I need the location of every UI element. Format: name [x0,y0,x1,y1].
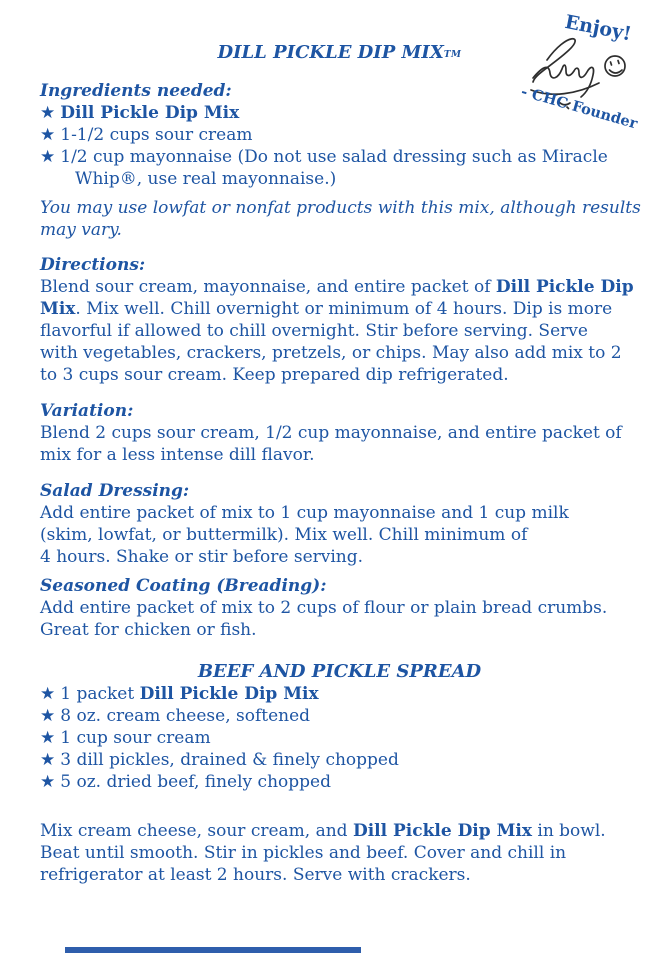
text-line [40,422,639,444]
signature-block [501,4,653,130]
text-line [40,524,639,546]
text-line [40,597,639,619]
enjoy-text: Enjoy! [563,10,634,46]
bullet-item [40,771,639,793]
text-run: Add entire packet of mix to 1 cup mayonnaise and 1 cup milk [40,503,569,523]
text-run: Blend sour cream, mayonnaise, and entire packet of [40,277,496,297]
text-line [40,197,639,219]
ingredients-heading: Ingredients needed: [40,81,232,101]
text-run: may vary. [40,220,122,240]
text-line [40,502,639,524]
star-bullet-icon: ★ [40,103,56,123]
section-variation [40,400,639,466]
text-run: to 3 cups sour cream. Keep prepared dip refrigerated. [40,365,509,385]
text-line [40,546,639,568]
text-line [40,219,639,241]
text-line [40,820,639,842]
bold-text-run: Dill Pickle Dip Mix [352,821,532,841]
signature-image [501,4,653,130]
seasoned-coating-heading: Seasoned Coating (Breading): [40,576,327,596]
text-line [40,842,639,864]
text-line [40,298,639,320]
bold-text-run: Dill Pickle Dip Mix [139,684,319,704]
text-run: 1 packet [60,684,140,704]
text-run: 1/2 cup mayonnaise (Do not use salad dressing such as Miracle [60,147,608,167]
salad-dressing-text [40,502,639,568]
founder-text: - CHC Founder [519,82,640,130]
star-bullet-icon: ★ [40,684,56,704]
star-bullet-icon: ★ [40,147,56,167]
section-salad-dressing [40,480,639,568]
text-run: Great for chicken or fish. [40,620,257,640]
variation-heading: Variation: [40,401,134,421]
star-bullet-icon: ★ [40,728,56,748]
text-run: Blend 2 cups sour cream, 1/2 cup mayonnaise, and entire packet of [40,423,622,443]
star-bullet-icon: ★ [40,772,56,792]
beef-spread-directions [40,820,639,886]
text-run: 5 oz. dried beef, finely chopped [60,772,331,792]
variation-text [40,422,639,466]
bold-text-run: Dill Pickle Dip [495,277,634,297]
footer-bar [65,947,361,953]
text-run: 4 hours. Shake or stir before serving. [40,547,364,567]
text-run: Whip®, use real mayonnaise.) [75,169,337,189]
bold-text-run: Dill Pickle Dip Mix [60,103,240,123]
text-run: (skim, lowfat, or buttermilk). Mix well. Chill minimum of [40,525,528,545]
star-bullet-icon: ★ [40,706,56,726]
text-line [40,619,639,641]
bullet-item [40,683,639,705]
title-text: DILL PICKLE DIP MIX [217,42,444,63]
bullet-item [40,749,639,771]
beef-spread-ingredients [40,683,639,793]
bold-text-run: Mix [40,299,76,319]
bullet-item [40,727,639,749]
text-run: You may use lowfat or nonfat products with this mix, although results [40,198,641,218]
trademark-symbol: TM [443,50,462,60]
text-line [40,320,639,342]
text-run: 1 cup sour cream [60,728,211,748]
text-run: flavorful if allowed to chill overnight. Stir before serving. Serve [40,321,588,341]
section-seasoned-coating [40,575,639,641]
text-run: 8 oz. cream cheese, softened [60,706,311,726]
star-bullet-icon: ★ [40,750,56,770]
directions-text [40,276,639,386]
text-run: . Mix well. Chill overnight or minimum of 4 hours. Dip is more [75,299,613,319]
text-run: 1-1/2 cups sour cream [60,125,253,145]
text-run: mix for a less intense dill flavor. [40,445,315,465]
text-run: Add entire packet of mix to 2 cups of flour or plain bread crumbs. [40,598,608,618]
bullet-item [40,146,639,168]
bullet-continuation-line [40,168,639,190]
text-run: Mix cream cheese, sour cream, and [40,821,353,841]
text-line [40,276,639,298]
lowfat-note [40,197,639,241]
text-line [40,864,639,886]
text-run: refrigerator at least 2 hours. Serve with crackers. [40,865,471,885]
section-directions [40,254,639,386]
directions-heading: Directions: [40,255,146,275]
text-line [40,364,639,386]
star-bullet-icon: ★ [40,125,56,145]
text-run: 3 dill pickles, drained & finely chopped [60,750,399,770]
text-run: in bowl. [531,821,606,841]
text-run: Beat until smooth. Stir in pickles and beef. Cover and chill in [40,843,567,863]
salad-dressing-heading: Salad Dressing: [40,481,190,501]
text-run: with vegetables, crackers, pretzels, or chips. May also add mix to 2 [40,343,622,363]
text-line [40,444,639,466]
seasoned-coating-text [40,597,639,641]
bullet-item [40,705,639,727]
beef-spread-heading: BEEF AND PICKLE SPREAD [197,661,482,682]
text-line [40,342,639,364]
